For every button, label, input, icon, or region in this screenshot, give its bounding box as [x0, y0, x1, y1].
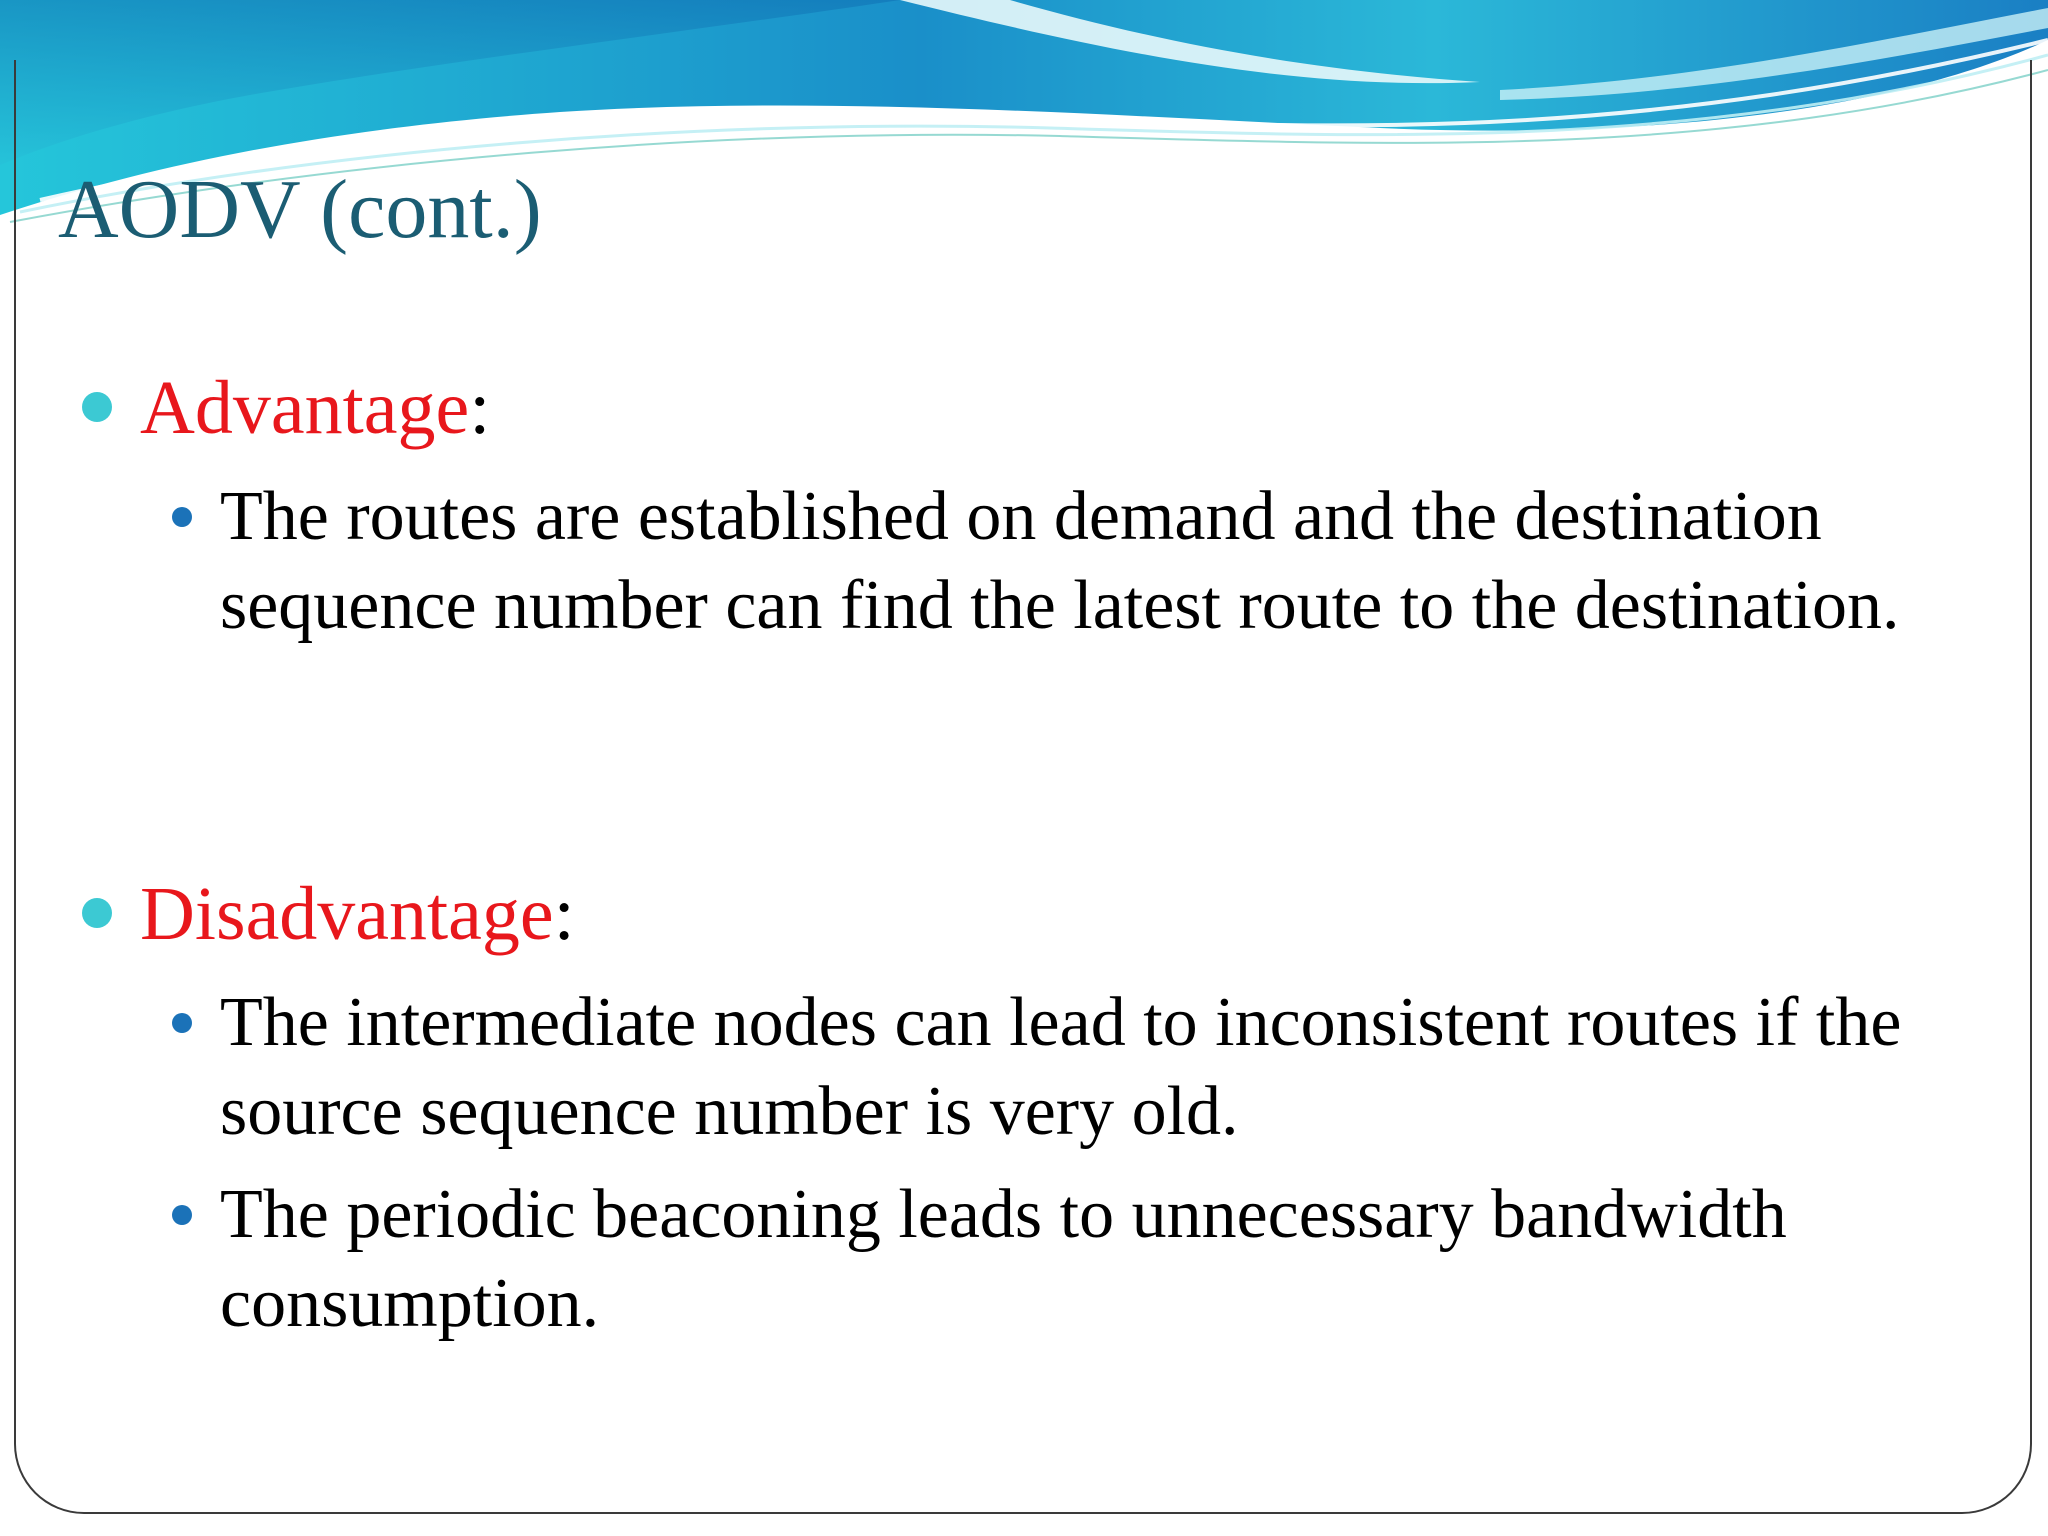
bullet-advantage	[82, 362, 490, 454]
advantage-colon: :	[469, 366, 491, 450]
sub-bullet-dot-icon	[172, 1205, 192, 1225]
sub-bullet-dot-icon	[172, 1013, 192, 1033]
disadvantage-item-1-text: The intermediate nodes can lead to inconsistent routes if the source sequence number is very old.	[220, 984, 1902, 1150]
bullet-dot-icon	[82, 898, 112, 928]
advantage-heading: Advantage	[140, 366, 470, 450]
disadvantage-heading: Disadvantage	[140, 872, 554, 956]
disadvantage-item-2	[172, 1170, 1980, 1348]
bullet-disadvantage	[82, 868, 575, 960]
sub-bullet-dot-icon	[172, 507, 192, 527]
advantage-item	[172, 472, 1980, 650]
disadvantage-item-2-text: The periodic beaconing leads to unnecessary bandwidth consumption.	[220, 1176, 1787, 1342]
disadvantage-colon: :	[553, 872, 575, 956]
advantage-item-text: The routes are established on demand and the destination sequence number can find the latest route to the destination.	[220, 478, 1900, 644]
disadvantage-item-1	[172, 978, 1980, 1156]
slide-title: AODV (cont.)	[58, 163, 542, 256]
bullet-dot-icon	[82, 392, 112, 422]
